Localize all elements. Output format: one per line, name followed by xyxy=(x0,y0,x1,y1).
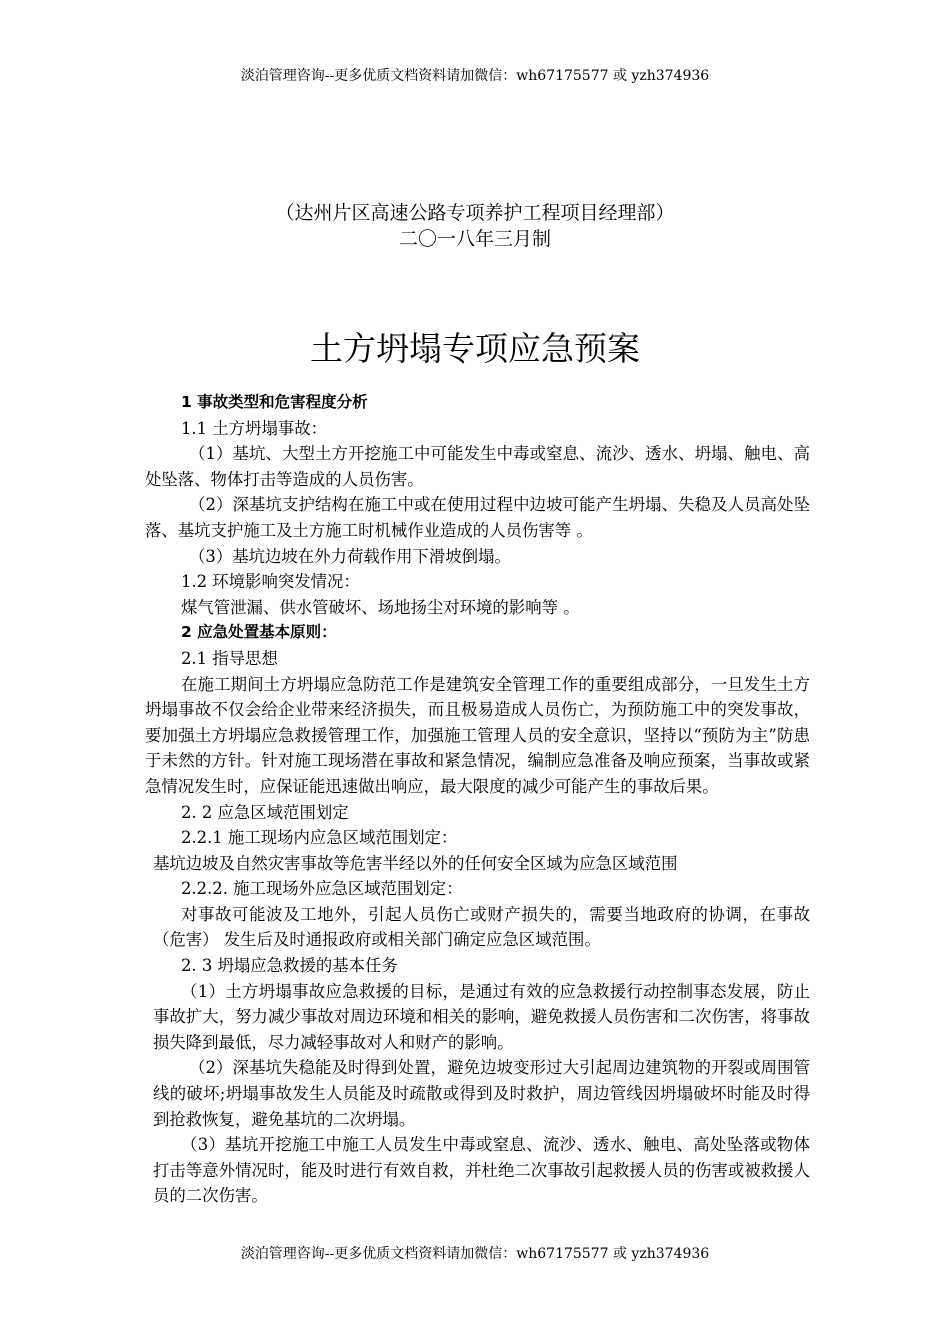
paragraph: （1）土方坍塌事故应急救援的目标，是通过有效的应急救援行动控制事态发展，防止事故扩大，努力减少事故对周边环境和相关的影响，避免救援人员伤害和二次伤害，将事故损失降到最低，尽力减轻事故对人和财产的影响。 xyxy=(153,981,810,1052)
paragraph: （2）深基坑失稳能及时得到处置，避免边坡变形过大引起周边建筑物的开裂或周围管线的破坏;坍塌事故发生人员能及时疏散或得到及时救护，周边管线因坍塌破坏时能及时得到抢救恢复，避免基坑的二次坍塌。 xyxy=(153,1058,810,1129)
subsection-2-3: 2. 3 坍塌应急救援的基本任务 xyxy=(181,956,398,976)
paragraph: 在施工期间土方坍塌应急防范工作是建筑安全管理工作的重要组成部分，一旦发生土方坍塌事故不仅会给企业带来经济损失，而且极易造成人员伤亡，为预防施工中的突发事故，要加强土方坍塌应急救援管理工作，加强施工管理人员的安全意识，坚持以“预防为主”防患于未然的方针。针对施工现场潜在事故和紧急情况，编制应急准备及响应预案，当事故或紧急情况发生时，应保证能迅速做出响应，最大限度的减少可能产生的事故后果。 xyxy=(145,674,810,796)
issue-date: 二〇一八年三月制 xyxy=(398,228,551,250)
section-heading-1: 1 事故类型和危害程度分析 xyxy=(181,393,368,411)
organization-name: （达州片区高速公路专项养护工程项目经理部） xyxy=(275,202,675,224)
paragraph: （3）基坑开挖施工中施工人员发生中毒或窒息、流沙、透水、触电、高处坠落或物体打击等意外情况时，能及时进行有效自救，并杜绝二次事故引起救援人员的伤害或被救援人员的二次伤害。 xyxy=(153,1135,810,1206)
document-title: 土方坍塌专项应急预案 xyxy=(310,329,640,368)
subsection-2-2-1: 2.2.1 施工现场内应急区域范围划定： xyxy=(181,828,458,848)
paragraph: （2）深基坑支护结构在施工中或在使用过程中边坡可能产生坍塌、失稳及人员高处坠落、基坑支护施工及土方施工时机械作业造成的人员伤害等 。 xyxy=(145,495,810,540)
subsection-2-2-2: 2.2.2. 施工现场外应急区域范围划定： xyxy=(181,879,463,899)
paragraph: 基坑边坡及自然灾害事故等危害半经以外的任何安全区域为应急区域范围 xyxy=(153,853,678,873)
paragraph: 煤气管泄漏、供水管破坏、场地扬尘对环境的影响等 。 xyxy=(181,597,580,617)
paragraph: （1）基坑、大型土方开挖施工中可能发生中毒或窒息、流沙、透水、坍塌、触电、高处坠落、物体打击等造成的人员伤害。 xyxy=(145,444,810,489)
document-body xyxy=(145,390,810,1209)
page-header: 淡泊管理咨询--更多优质文档资料请加微信：wh67175577 或 yzh374936 xyxy=(240,68,710,84)
subsection-2-1: 2.1 指导思想 xyxy=(181,648,278,668)
subsection-1-1: 1.1 土方坍塌事故： xyxy=(181,418,328,438)
subsection-1-2: 1.2 环境影响突发情况： xyxy=(181,572,360,592)
subsection-2-2: 2. 2 应急区域范围划定 xyxy=(181,802,349,822)
paragraph: 对事故可能波及工地外，引起人员伤亡或财产损失的，需要当地政府的协调，在事故（危害） 发生后及时通报政府或相关部门确定应急区域范围。 xyxy=(153,904,810,950)
page-footer: 淡泊管理咨询--更多优质文档资料请加微信：wh67175577 或 yzh374936 xyxy=(240,1246,710,1262)
paragraph: （3）基坑边坡在外力荷载作用下滑坡倒塌。 xyxy=(189,546,511,566)
section-heading-2: 2 应急处置基本原则： xyxy=(181,623,337,642)
